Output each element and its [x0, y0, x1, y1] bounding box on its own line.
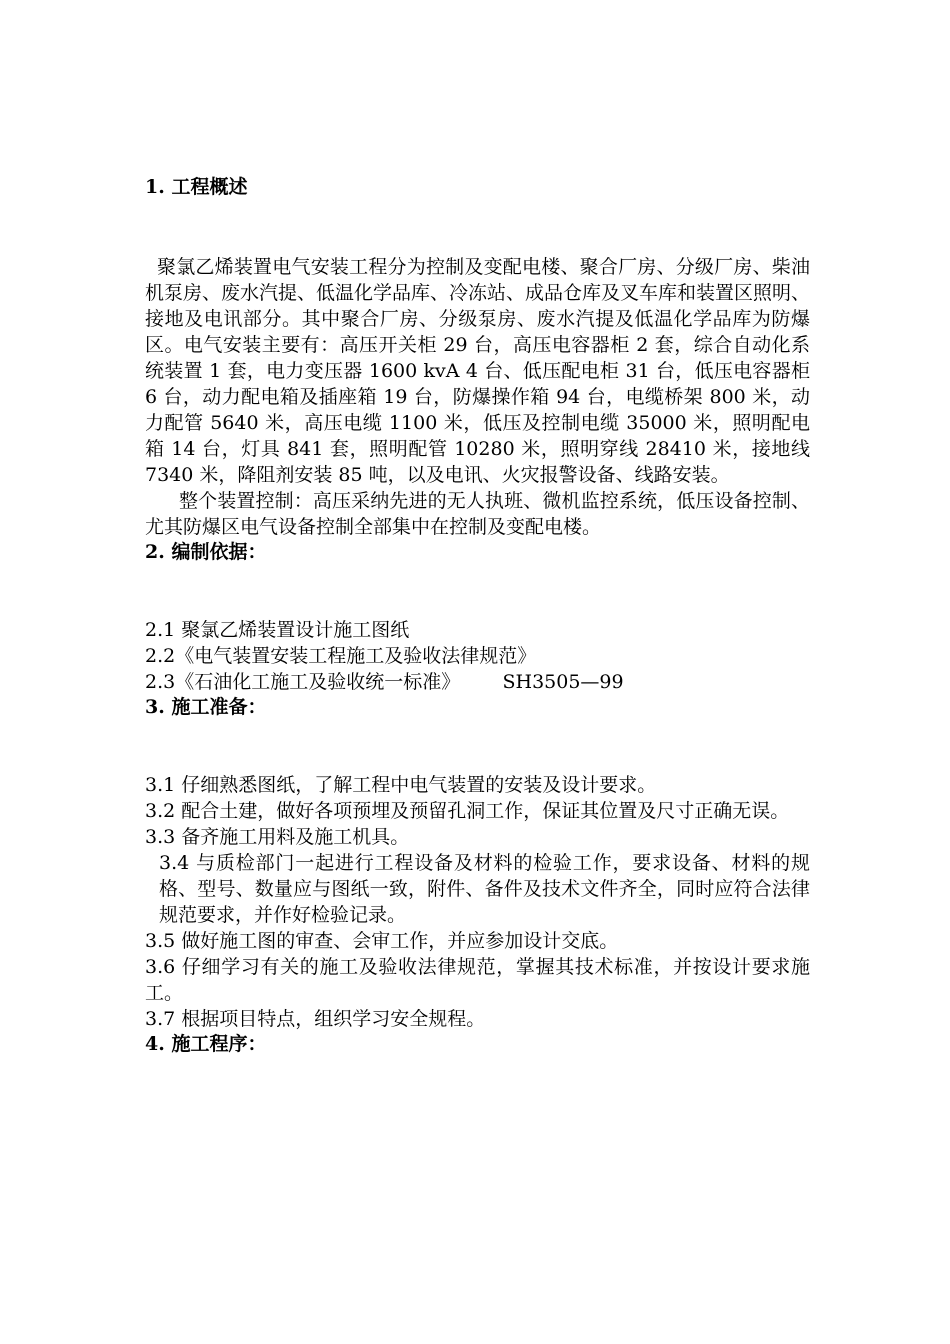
- section-3-item-2: 3.2 配合土建，做好各项预埋及预留孔洞工作，保证其位置及尺寸正确无误。: [145, 800, 790, 822]
- document-page: [145, 170, 810, 1057]
- section-3-item-7: 3.7 根据项目特点，组织学习安全规程。: [145, 1008, 486, 1030]
- section-3-item-1: 3.1 仔细熟悉图纸，了解工程中电气装置的安装及设计要求。: [145, 774, 657, 796]
- section-3-heading: 3. 施工准备：: [145, 696, 267, 718]
- section-2-item-1: 2.1 聚氯乙烯装置设计施工图纸: [145, 619, 410, 641]
- section-3-item-3: 3.3 备齐施工用料及施工机具。: [145, 826, 410, 848]
- section-2-item-3: 2.3《石油化工施工及验收统一标准》 SH3505—99: [145, 671, 624, 693]
- section-1-paragraph-1: 聚氯乙烯装置电气安装工程分为控制及变配电楼、聚合厂房、分级厂房、柴油机泵房、废水汽提、低温化学品库、冷冻站、成品仓库及叉车库和装置区照明、接地及电讯部分。其中聚合厂房、分级泵房、废水汽提及低温化学品库为防爆区。电气安装主要有：高压开关柜 29 台，高压电容器柜 2 套，综合自动化系统装置 1 套，电力变压器 1600 kvA 4 台、低压配电柜 31 台，低压电容器柜 6 台，动力配电箱及插座箱 19 台，防爆操作箱 94 台，电缆桥架 800 米，动力配管 5640 米，高压电缆 1100 米，低压及控制电缆 35000 米，照明配电箱 14 台，灯具 841 套，照明配管 10280 米，照明穿线 28410 米，接地线 7340 米，降阻剂安装 85 吨，以及电讯、火灾报警设备、线路安装。: [145, 256, 811, 486]
- section-2-heading: 2. 编制依据：: [145, 541, 267, 563]
- section-3-item-6: 3.6 仔细学习有关的施工及验收法律规范，掌握其技术标准，并按设计要求施工。: [145, 956, 810, 1004]
- section-1-heading: 1. 工程概述: [145, 176, 248, 198]
- section-1-paragraph-2: 整个装置控制：高压采纳先进的无人执班、微机监控系统，低压设备控制、尤其防爆区电气设备控制全部集中在控制及变配电楼。: [145, 490, 810, 538]
- section-4-heading: 4. 施工程序：: [145, 1033, 267, 1055]
- section-3-item-4: 3.4 与质检部门一起进行工程设备及材料的检验工作，要求设备、材料的规格、型号、数量应与图纸一致，附件、备件及技术文件齐全，同时应符合法律规范要求，并作好检验记录。: [159, 852, 810, 926]
- section-2-item-2: 2.2《电气装置安装工程施工及验收法律规范》: [145, 645, 537, 667]
- section-3-item-5: 3.5 做好施工图的审查、会审工作，并应参加设计交底。: [145, 930, 619, 952]
